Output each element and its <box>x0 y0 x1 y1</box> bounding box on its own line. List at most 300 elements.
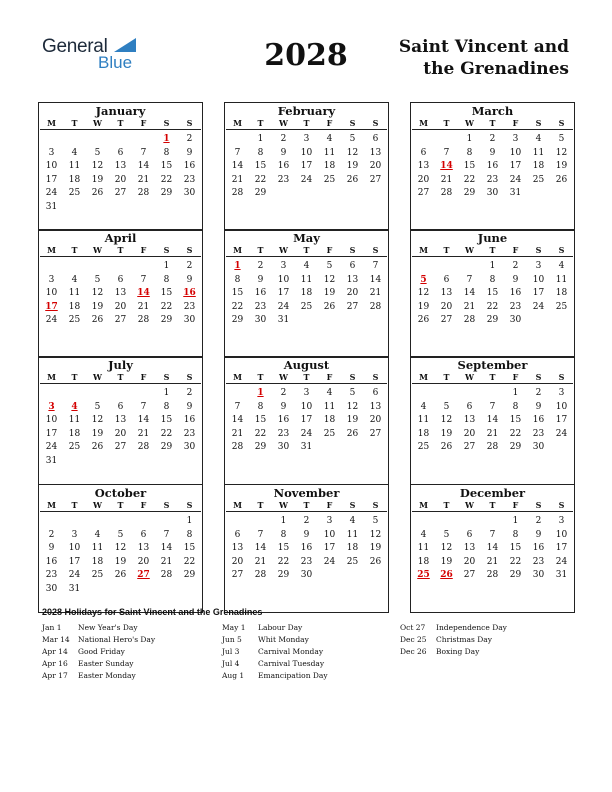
day-cell: 1 <box>512 516 519 526</box>
weekday-label: T <box>443 500 450 510</box>
day-cell: 13 <box>346 274 359 285</box>
day-empty <box>63 387 86 401</box>
day-cell: 26 <box>91 442 104 453</box>
day-cell: 8 <box>186 529 193 540</box>
weekday-header <box>40 244 201 257</box>
day-cell: 28 <box>231 188 244 199</box>
day-cell: 14 <box>463 288 476 299</box>
day-cell: 29 <box>183 570 196 581</box>
weekday-label: F <box>326 372 333 382</box>
weekday-label: S <box>558 500 565 510</box>
weekday-label: S <box>349 118 356 128</box>
day-cell: 8 <box>163 147 170 158</box>
weekday-label: M <box>233 500 242 510</box>
day-cell: 2 <box>257 261 264 271</box>
day-cell: 7 <box>257 529 264 540</box>
holiday-row <box>42 622 155 634</box>
weekday-label: T <box>303 245 310 255</box>
day-cell: 2 <box>535 516 542 526</box>
day-cell: 23 <box>532 556 545 567</box>
weekday-label: S <box>186 500 193 510</box>
holiday-name: Labour Day <box>258 623 303 632</box>
weekday-label: F <box>140 118 147 128</box>
day-cell: 24 <box>277 301 290 312</box>
holiday-date: Aug 1 <box>222 671 245 680</box>
month-title: March <box>471 104 514 118</box>
weekday-header <box>412 371 573 384</box>
holiday-row <box>42 658 155 670</box>
day-cell: 3 <box>303 388 310 398</box>
day-cell: 19 <box>369 543 382 554</box>
day-cell: 8 <box>280 529 287 540</box>
day-cell: 12 <box>114 543 127 554</box>
weekday-label: M <box>419 118 428 128</box>
day-cell: 16 <box>45 556 58 567</box>
day-cell: 11 <box>323 401 336 412</box>
holiday-row <box>222 634 328 646</box>
holiday-row <box>42 670 155 682</box>
day-cell: 23 <box>532 428 545 439</box>
month-march <box>410 102 575 231</box>
day-cell: 17 <box>45 174 58 185</box>
month-title: February <box>277 104 336 118</box>
day-cell: 27 <box>114 442 127 453</box>
day-cell: 6 <box>443 274 450 285</box>
month-title: June <box>477 231 508 245</box>
day-cell: 19 <box>91 301 104 312</box>
holiday-column <box>42 622 155 682</box>
day-cell: 20 <box>114 174 127 185</box>
weekday-label: T <box>117 372 124 382</box>
day-cell: 13 <box>137 543 150 554</box>
holiday-day: 5 <box>420 274 427 285</box>
weekday-header <box>226 117 387 130</box>
day-cell: 13 <box>463 415 476 426</box>
weekday-label: W <box>93 372 102 382</box>
day-cell: 6 <box>420 147 427 158</box>
day-cell: 14 <box>254 543 267 554</box>
day-cell: 16 <box>509 288 522 299</box>
day-cell: 4 <box>349 516 356 526</box>
weekday-label: T <box>257 500 264 510</box>
day-cell: 27 <box>463 570 476 581</box>
weekday-label: T <box>71 245 78 255</box>
day-cell: 2 <box>280 134 287 144</box>
holidays-heading: 2028 Holidays for Saint Vincent and the Grenadines <box>42 607 263 617</box>
holiday-row <box>400 622 507 634</box>
day-cell: 17 <box>300 415 313 426</box>
logo-text-blue: Blue <box>98 53 133 72</box>
day-cell: 29 <box>160 315 173 326</box>
day-cell: 30 <box>183 315 196 326</box>
day-cell: 18 <box>300 288 313 299</box>
day-cell: 30 <box>486 188 499 199</box>
day-cell: 21 <box>231 174 244 185</box>
day-cell: 10 <box>509 147 522 158</box>
day-cell: 26 <box>555 174 568 185</box>
day-cell: 17 <box>45 428 58 439</box>
logo-text-general: General <box>42 36 108 57</box>
day-cell: 9 <box>535 529 542 540</box>
weekday-label: S <box>163 245 170 255</box>
day-cell: 9 <box>512 274 519 285</box>
day-cell: 2 <box>535 388 542 398</box>
weekday-label: S <box>372 500 379 510</box>
day-cell: 2 <box>186 261 193 271</box>
holiday-name: Carnival Tuesday <box>258 659 325 668</box>
day-cell: 7 <box>489 401 496 412</box>
weekday-label: M <box>419 500 428 510</box>
day-empty <box>109 387 132 401</box>
day-cell: 14 <box>486 543 499 554</box>
day-cell: 28 <box>254 570 267 581</box>
day-cell: 20 <box>231 556 244 567</box>
month-title: December <box>459 486 526 500</box>
month-june <box>410 229 575 358</box>
day-cell: 25 <box>532 174 545 185</box>
day-cell: 17 <box>300 161 313 172</box>
weekday-label: S <box>349 372 356 382</box>
day-cell: 11 <box>68 415 81 426</box>
day-cell: 17 <box>555 415 568 426</box>
day-cell: 5 <box>349 388 356 398</box>
day-cell: 5 <box>349 134 356 144</box>
day-cell: 29 <box>254 188 267 199</box>
day-cell: 26 <box>417 315 430 326</box>
weekday-label: W <box>93 500 102 510</box>
holiday-name: Whit Monday <box>258 635 309 644</box>
day-cell: 27 <box>463 442 476 453</box>
day-cell: 6 <box>372 134 379 144</box>
day-cell: 25 <box>323 174 336 185</box>
day-cell: 9 <box>280 147 287 158</box>
weekday-label: T <box>489 372 496 382</box>
day-empty <box>63 133 86 147</box>
holiday-day: 27 <box>137 570 150 581</box>
day-cell: 13 <box>369 147 382 158</box>
day-grid <box>40 260 201 328</box>
day-cell: 14 <box>137 161 150 172</box>
day-empty <box>412 387 435 401</box>
weekday-label: T <box>489 118 496 128</box>
day-cell: 21 <box>231 428 244 439</box>
day-cell: 2 <box>512 261 519 271</box>
day-cell: 28 <box>160 570 173 581</box>
weekday-label: T <box>303 500 310 510</box>
holiday-day: 25 <box>417 570 430 581</box>
weekday-label: T <box>443 245 450 255</box>
day-cell: 12 <box>323 274 336 285</box>
day-cell: 21 <box>137 301 150 312</box>
weekday-label: S <box>558 245 565 255</box>
holiday-day: 16 <box>183 288 196 299</box>
holiday-column <box>400 622 507 658</box>
holiday-name: Carnival Monday <box>258 647 324 656</box>
day-cell: 4 <box>326 388 333 398</box>
day-cell: 19 <box>417 301 430 312</box>
weekday-label: T <box>443 372 450 382</box>
weekday-label: S <box>558 372 565 382</box>
holiday-date: Dec 25 <box>400 635 427 644</box>
day-cell: 17 <box>509 161 522 172</box>
day-cell: 27 <box>369 428 382 439</box>
day-cell: 15 <box>254 161 267 172</box>
day-cell: 9 <box>303 529 310 540</box>
day-cell: 24 <box>300 174 313 185</box>
holiday-day: 1 <box>234 261 241 271</box>
holiday-day: 26 <box>440 570 453 581</box>
day-cell: 15 <box>160 415 173 426</box>
day-cell: 24 <box>532 301 545 312</box>
day-cell: 27 <box>369 174 382 185</box>
weekday-label: S <box>163 372 170 382</box>
day-cell: 12 <box>91 288 104 299</box>
day-grid <box>412 260 573 328</box>
weekday-label: M <box>419 245 428 255</box>
weekday-header <box>226 499 387 512</box>
weekday-label: M <box>233 372 242 382</box>
day-cell: 17 <box>323 543 336 554</box>
day-cell: 1 <box>257 134 264 144</box>
day-cell: 22 <box>463 174 476 185</box>
day-cell: 21 <box>486 428 499 439</box>
day-cell: 31 <box>45 201 58 212</box>
day-cell: 4 <box>558 261 565 271</box>
holiday-name: Easter Monday <box>78 671 136 680</box>
day-cell: 11 <box>346 529 359 540</box>
day-cell: 9 <box>280 401 287 412</box>
day-cell: 24 <box>555 556 568 567</box>
day-cell: 25 <box>300 301 313 312</box>
day-cell: 28 <box>137 188 150 199</box>
holiday-date: Jul 4 <box>222 659 240 668</box>
day-cell: 1 <box>163 261 170 271</box>
day-cell: 8 <box>234 274 241 285</box>
day-cell: 18 <box>346 543 359 554</box>
country-name: Saint Vincent and the Grenadines <box>398 37 569 79</box>
day-cell: 23 <box>277 174 290 185</box>
day-cell: 15 <box>277 543 290 554</box>
day-cell: 24 <box>68 570 81 581</box>
month-title: July <box>108 358 133 372</box>
month-july <box>38 356 203 485</box>
day-cell: 3 <box>535 261 542 271</box>
day-cell: 12 <box>346 401 359 412</box>
weekday-label: S <box>372 245 379 255</box>
weekday-header <box>40 499 201 512</box>
day-empty <box>63 515 86 529</box>
day-cell: 5 <box>372 516 379 526</box>
month-may <box>224 229 389 358</box>
day-cell: 18 <box>555 288 568 299</box>
day-cell: 11 <box>323 147 336 158</box>
day-cell: 25 <box>555 301 568 312</box>
day-cell: 2 <box>186 388 193 398</box>
day-empty <box>481 387 504 401</box>
day-cell: 22 <box>277 556 290 567</box>
month-title: September <box>457 358 528 372</box>
holiday-row <box>400 634 507 646</box>
holiday-name: Good Friday <box>78 647 125 656</box>
day-cell: 10 <box>45 415 58 426</box>
day-cell: 19 <box>440 556 453 567</box>
day-cell: 22 <box>486 301 499 312</box>
day-empty <box>132 133 155 147</box>
day-cell: 8 <box>163 274 170 285</box>
weekday-label: T <box>257 118 264 128</box>
day-cell: 23 <box>45 570 58 581</box>
day-cell: 23 <box>486 174 499 185</box>
day-cell: 7 <box>140 401 147 412</box>
day-cell: 30 <box>532 570 545 581</box>
day-cell: 14 <box>137 415 150 426</box>
day-cell: 14 <box>231 161 244 172</box>
day-cell: 18 <box>417 556 430 567</box>
day-empty <box>40 387 63 401</box>
day-cell: 7 <box>443 147 450 158</box>
day-cell: 29 <box>231 315 244 326</box>
day-cell: 7 <box>466 274 473 285</box>
day-cell: 24 <box>45 315 58 326</box>
day-cell: 19 <box>346 161 359 172</box>
day-cell: 22 <box>160 174 173 185</box>
weekday-header <box>412 117 573 130</box>
weekday-label: S <box>535 245 542 255</box>
weekday-label: S <box>186 372 193 382</box>
day-cell: 26 <box>91 188 104 199</box>
weekday-label: W <box>93 245 102 255</box>
weekday-label: W <box>465 118 474 128</box>
day-cell: 16 <box>277 161 290 172</box>
day-cell: 18 <box>323 161 336 172</box>
month-title: April <box>104 231 137 245</box>
day-cell: 15 <box>463 161 476 172</box>
day-cell: 24 <box>555 428 568 439</box>
day-cell: 8 <box>257 147 264 158</box>
weekday-label: M <box>47 372 56 382</box>
day-cell: 23 <box>183 174 196 185</box>
day-cell: 3 <box>48 274 55 285</box>
day-cell: 15 <box>509 415 522 426</box>
day-cell: 16 <box>277 415 290 426</box>
day-cell: 17 <box>277 288 290 299</box>
day-cell: 10 <box>277 274 290 285</box>
day-cell: 6 <box>466 529 473 540</box>
holiday-name: Independence Day <box>436 623 507 632</box>
holiday-day: 17 <box>45 301 58 312</box>
day-cell: 21 <box>137 174 150 185</box>
day-cell: 12 <box>555 147 568 158</box>
day-cell: 13 <box>114 161 127 172</box>
day-cell: 5 <box>94 147 101 158</box>
day-cell: 20 <box>463 428 476 439</box>
weekday-label: T <box>117 118 124 128</box>
day-cell: 16 <box>532 543 545 554</box>
day-cell: 28 <box>440 188 453 199</box>
day-cell: 9 <box>186 147 193 158</box>
holiday-row <box>222 670 328 682</box>
day-empty <box>40 133 63 147</box>
day-cell: 19 <box>114 556 127 567</box>
day-cell: 27 <box>440 315 453 326</box>
day-cell: 30 <box>532 442 545 453</box>
day-cell: 1 <box>512 388 519 398</box>
day-cell: 12 <box>346 147 359 158</box>
day-cell: 17 <box>532 288 545 299</box>
day-cell: 15 <box>486 288 499 299</box>
day-cell: 22 <box>160 428 173 439</box>
day-cell: 5 <box>117 529 124 540</box>
day-empty <box>458 387 481 401</box>
day-cell: 6 <box>117 147 124 158</box>
weekday-label: F <box>512 500 519 510</box>
day-cell: 3 <box>512 134 519 144</box>
day-cell: 9 <box>535 401 542 412</box>
day-cell: 31 <box>68 583 81 594</box>
day-grid <box>40 515 201 597</box>
day-cell: 20 <box>346 288 359 299</box>
day-cell: 12 <box>417 288 430 299</box>
holiday-row <box>42 646 155 658</box>
day-cell: 29 <box>509 442 522 453</box>
day-empty <box>412 515 435 529</box>
day-cell: 7 <box>489 529 496 540</box>
day-cell: 31 <box>509 188 522 199</box>
day-cell: 26 <box>114 570 127 581</box>
day-cell: 12 <box>440 415 453 426</box>
day-cell: 29 <box>254 442 267 453</box>
day-cell: 15 <box>254 415 267 426</box>
day-grid <box>412 387 573 455</box>
day-cell: 21 <box>440 174 453 185</box>
weekday-label: M <box>47 500 56 510</box>
day-cell: 16 <box>300 543 313 554</box>
day-cell: 2 <box>303 516 310 526</box>
day-cell: 19 <box>323 288 336 299</box>
month-november <box>224 484 389 613</box>
day-empty <box>226 133 249 147</box>
day-cell: 13 <box>417 161 430 172</box>
day-cell: 12 <box>369 529 382 540</box>
day-cell: 31 <box>300 442 313 453</box>
day-cell: 11 <box>555 274 568 285</box>
day-empty <box>412 260 435 274</box>
day-cell: 7 <box>372 261 379 271</box>
day-cell: 26 <box>323 301 336 312</box>
day-cell: 19 <box>91 428 104 439</box>
weekday-label: W <box>279 118 288 128</box>
day-empty <box>435 133 458 147</box>
day-cell: 20 <box>369 415 382 426</box>
month-september <box>410 356 575 485</box>
day-cell: 23 <box>254 301 267 312</box>
weekday-header <box>226 244 387 257</box>
day-cell: 28 <box>231 442 244 453</box>
day-cell: 22 <box>183 556 196 567</box>
day-cell: 28 <box>486 442 499 453</box>
day-cell: 30 <box>45 583 58 594</box>
day-cell: 1 <box>466 134 473 144</box>
weekday-label: F <box>140 245 147 255</box>
weekday-label: S <box>349 500 356 510</box>
day-cell: 27 <box>231 570 244 581</box>
month-april <box>38 229 203 358</box>
weekday-label: T <box>71 118 78 128</box>
day-cell: 8 <box>466 147 473 158</box>
day-empty <box>226 387 249 401</box>
day-cell: 8 <box>512 529 519 540</box>
day-cell: 3 <box>558 388 565 398</box>
